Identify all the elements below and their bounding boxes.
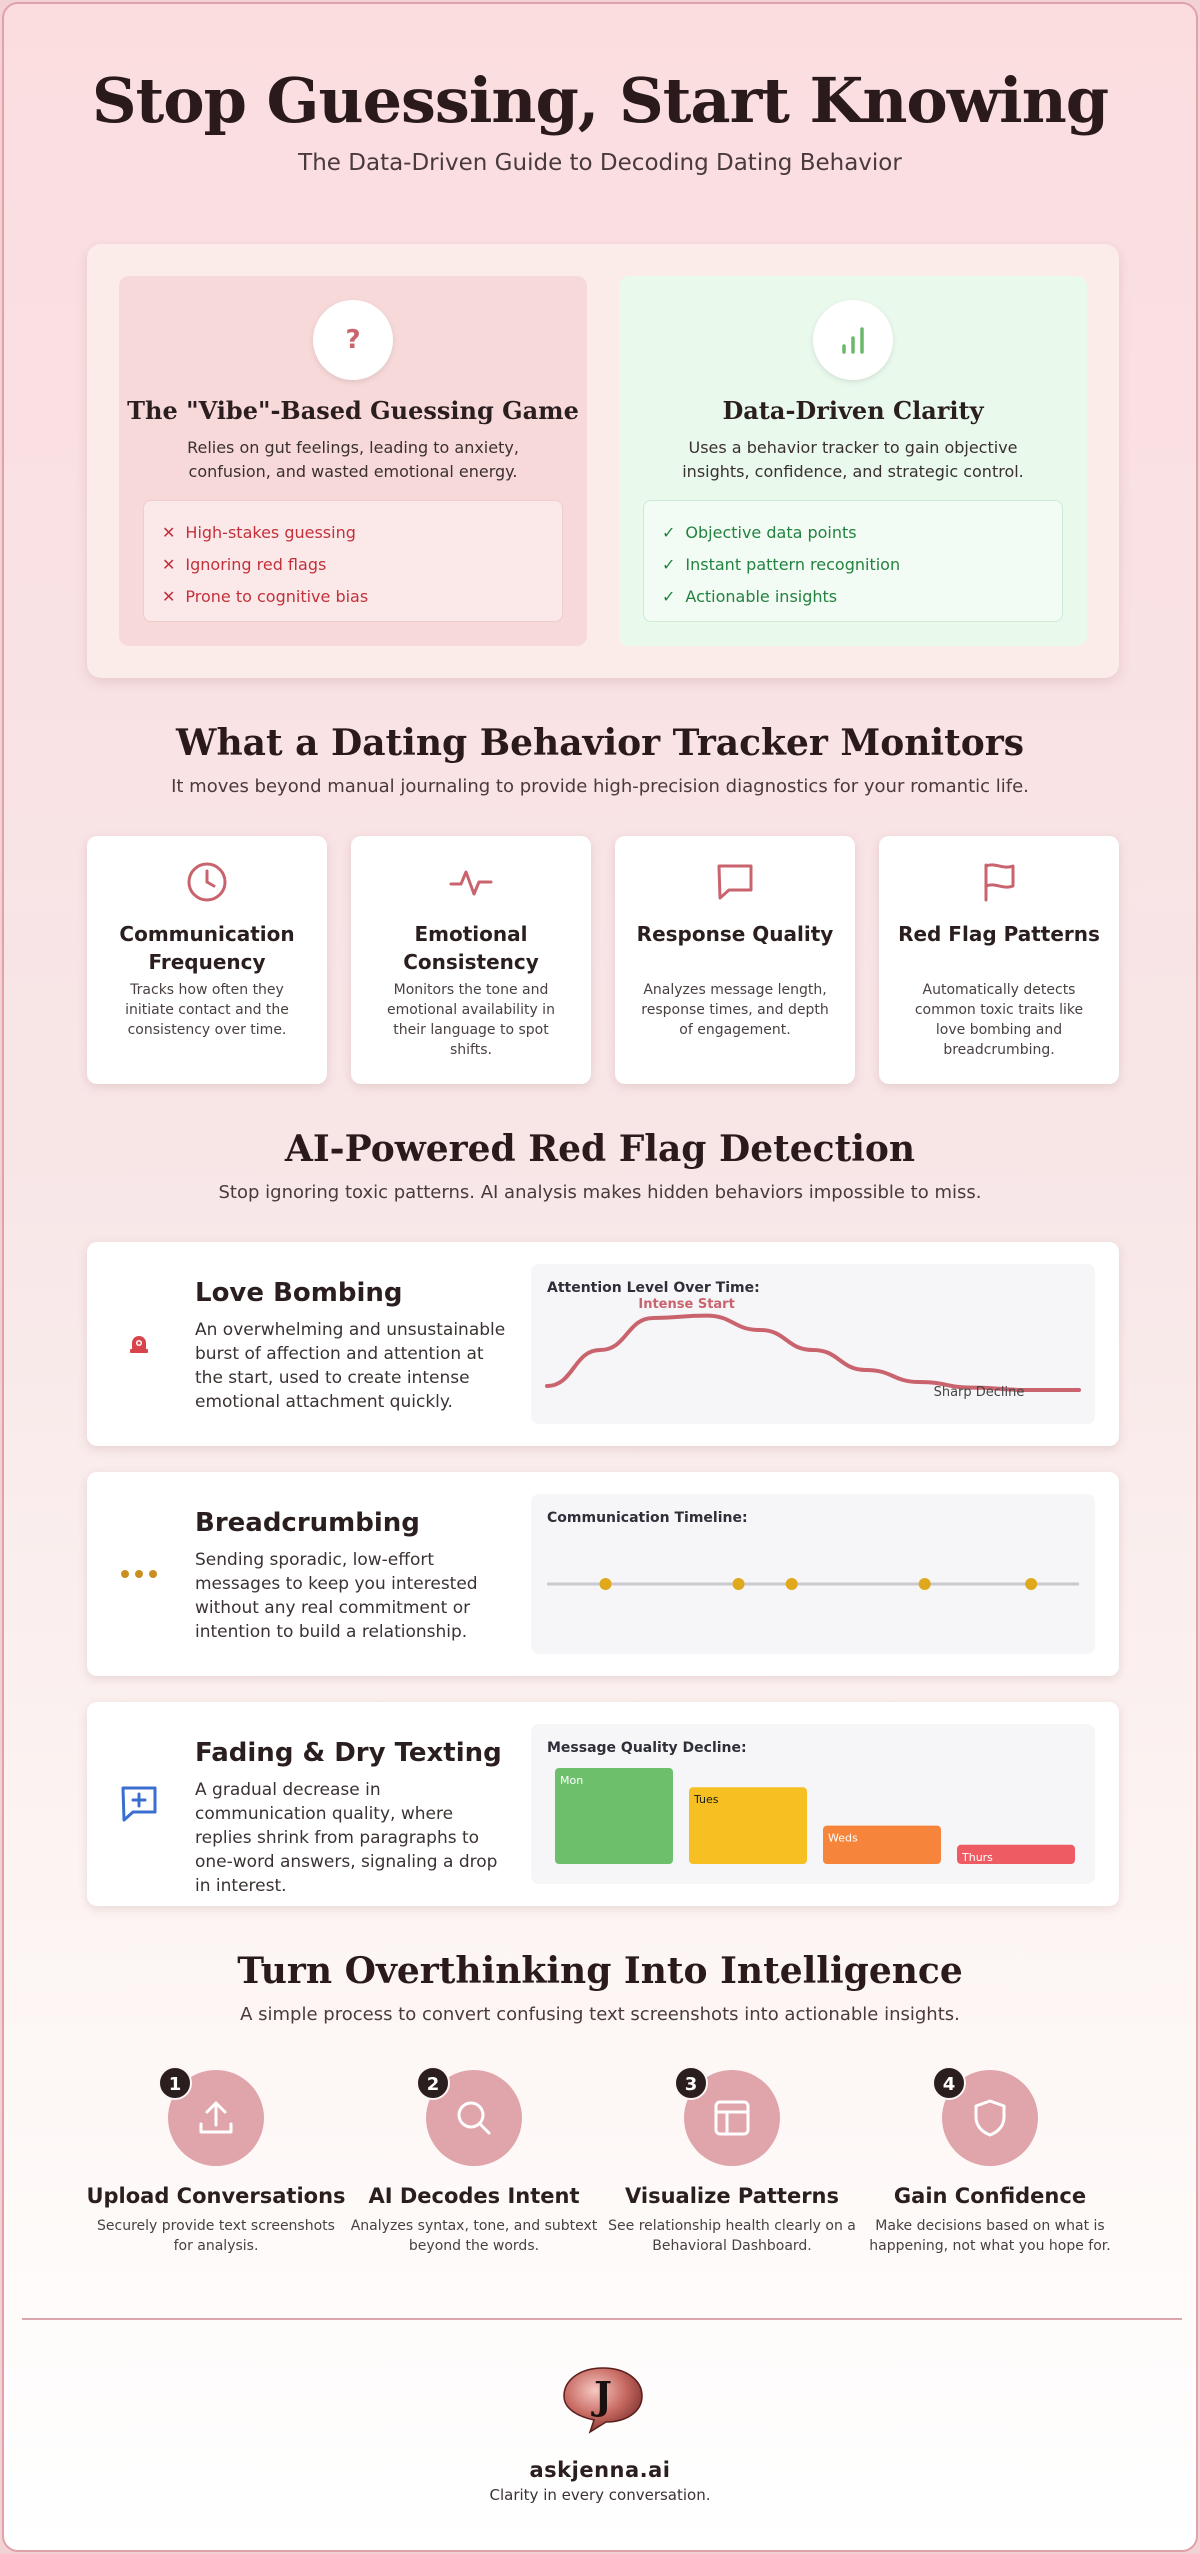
message-dot bbox=[1025, 1578, 1037, 1590]
step-title: Gain Confidence bbox=[893, 2184, 1087, 2208]
monitors-subtitle: It moves beyond manual journaling to provide high-precision diagnostics for your romantic life. bbox=[171, 776, 1029, 797]
quality-bar-chart bbox=[531, 1724, 1095, 1884]
chart-title: Message Quality Decline: bbox=[547, 1740, 747, 1756]
bar-label: Mon bbox=[560, 1774, 584, 1787]
svg-text:?: ? bbox=[345, 325, 361, 355]
list-item: ✕ Ignoring red flags bbox=[162, 549, 544, 581]
feature-title: Response Quality bbox=[636, 922, 834, 946]
message-dot bbox=[786, 1578, 798, 1590]
question-mark-icon bbox=[313, 300, 393, 380]
brand-tagline: Clarity in every conversation. bbox=[489, 2486, 711, 2504]
page-subtitle: The Data-Driven Guide to Decoding Dating Behavior bbox=[298, 150, 902, 176]
step-title: AI Decodes Intent bbox=[368, 2184, 580, 2208]
message-dot bbox=[733, 1578, 745, 1590]
bar-chart-icon bbox=[813, 300, 893, 380]
step-description: Make decisions based on what is happening, not what you hope for. bbox=[869, 2218, 1111, 2254]
breadcrumbing-card bbox=[87, 1472, 1119, 1676]
step-number: 4 bbox=[932, 2066, 966, 2100]
feature-title: Red Flag Patterns bbox=[898, 922, 1100, 946]
x-icon: ✕ bbox=[162, 523, 176, 542]
clarity-list bbox=[643, 500, 1063, 622]
page-title: Stop Guessing, Start Knowing bbox=[91, 64, 1109, 137]
step-description: Securely provide text screenshots for analysis. bbox=[97, 2218, 335, 2254]
brand-name[interactable]: askjenna.ai bbox=[529, 2458, 671, 2482]
list-item: ✓ Instant pattern recognition bbox=[662, 549, 1044, 581]
step-number: 1 bbox=[158, 2066, 192, 2100]
pulse-icon bbox=[447, 858, 495, 906]
step-number: 3 bbox=[674, 2066, 708, 2100]
timeline-dot-chart bbox=[531, 1494, 1095, 1654]
step-title: Visualize Patterns bbox=[625, 2184, 839, 2208]
list-item: ✓ Actionable insights bbox=[662, 581, 1044, 613]
peak-annotation: Intense Start bbox=[638, 1297, 735, 1312]
list-item: ✕ Prone to cognitive bias bbox=[162, 581, 544, 613]
attention-series-line bbox=[547, 1316, 1079, 1390]
list-item: ✕ High-stakes guessing bbox=[162, 517, 544, 549]
flag-description: An overwhelming and unsustainable burst of affection and attention at the start, used to create intense emotional attachment quickly. bbox=[195, 1320, 506, 1412]
feature-card-emotional bbox=[351, 836, 591, 1084]
dots-icon bbox=[117, 1552, 161, 1596]
step-number: 2 bbox=[416, 2066, 450, 2100]
feature-description: Analyzes message length, response times, and depth of engagement. bbox=[641, 982, 829, 1038]
message-dot bbox=[919, 1578, 931, 1590]
footer-divider bbox=[22, 2318, 1182, 2320]
feature-card-communication bbox=[87, 836, 327, 1084]
quality-chart bbox=[531, 1724, 1095, 1884]
timeline-chart bbox=[531, 1494, 1095, 1654]
decline-annotation: Sharp Decline bbox=[933, 1385, 1025, 1400]
feature-card-redflag bbox=[879, 836, 1119, 1084]
bar-label: Thurs bbox=[962, 1850, 993, 1864]
clarity-description: Uses a behavior tracker to gain objective insights, confidence, and strategic control. bbox=[682, 438, 1024, 481]
message-dot bbox=[600, 1578, 612, 1590]
chart-title: Communication Timeline: bbox=[547, 1510, 748, 1526]
x-icon: ✕ bbox=[162, 587, 176, 606]
svg-text:J: J bbox=[594, 2373, 612, 2418]
feature-description: Monitors the tone and emotional availability in their language to spot shifts. bbox=[387, 982, 555, 1058]
guessing-title: The "Vibe"-Based Guessing Game bbox=[127, 396, 579, 425]
flag-title: Breadcrumbing bbox=[195, 1508, 420, 1538]
check-icon: ✓ bbox=[662, 587, 676, 606]
alarm-bell-icon bbox=[117, 1322, 161, 1366]
process-subtitle: A simple process to convert confusing text screenshots into actionable insights. bbox=[240, 2004, 960, 2025]
redflags-subtitle: Stop ignoring toxic patterns. AI analysis makes hidden behaviors impossible to miss. bbox=[218, 1182, 982, 1203]
bar-label: Weds bbox=[828, 1831, 858, 1845]
attention-chart bbox=[531, 1264, 1095, 1424]
list-item: ✓ Objective data points bbox=[662, 517, 1044, 549]
clarity-card bbox=[619, 276, 1087, 646]
feature-title: Communication Frequency bbox=[119, 922, 295, 974]
check-icon: ✓ bbox=[662, 523, 676, 542]
step-description: See relationship health clearly on a Behavioral Dashboard. bbox=[608, 2218, 856, 2254]
flag-title: Love Bombing bbox=[195, 1278, 403, 1308]
clarity-title: Data-Driven Clarity bbox=[722, 396, 984, 425]
love-bombing-card bbox=[87, 1242, 1119, 1446]
message-square-icon bbox=[711, 858, 759, 906]
feature-description: Automatically detects common toxic traits like love bombing and breadcrumbing. bbox=[914, 982, 1084, 1058]
flag-description: Sending sporadic, low-effort messages to keep you interested without any real commitment or intention to build a relationship. bbox=[195, 1550, 478, 1642]
check-icon: ✓ bbox=[662, 555, 676, 574]
bar-label: Tues bbox=[694, 1793, 719, 1807]
step-description: Analyzes syntax, tone, and subtext beyond the words. bbox=[350, 2218, 598, 2254]
comparison-panel bbox=[87, 244, 1119, 678]
process-title: Turn Overthinking Into Intelligence bbox=[237, 1950, 963, 1992]
flag-description: A gradual decrease in communication quality, where replies shrink from paragraphs to one-word answers, signaling a drop in interest. bbox=[195, 1780, 498, 1896]
monitors-title: What a Dating Behavior Tracker Monitors bbox=[176, 722, 1024, 764]
infographic-page bbox=[2, 2, 1198, 2552]
flag-title: Fading & Dry Texting bbox=[195, 1738, 502, 1768]
guessing-card bbox=[119, 276, 587, 646]
message-plus-icon bbox=[117, 1782, 161, 1826]
feature-card-response bbox=[615, 836, 855, 1084]
feature-description: Tracks how often they initiate contact and the consistency over time. bbox=[125, 982, 289, 1038]
attention-line-chart bbox=[531, 1264, 1095, 1424]
feature-title: Emotional Consistency bbox=[403, 922, 539, 974]
fading-card bbox=[87, 1702, 1119, 1906]
brand-logo bbox=[560, 2364, 646, 2434]
flag-icon bbox=[975, 858, 1023, 906]
guessing-description: Relies on gut feelings, leading to anxiety, confusion, and wasted emotional energy. bbox=[187, 438, 519, 481]
chart-title: Attention Level Over Time: bbox=[547, 1280, 760, 1296]
guessing-list bbox=[143, 500, 563, 622]
redflags-title: AI-Powered Red Flag Detection bbox=[284, 1128, 916, 1170]
x-icon: ✕ bbox=[162, 555, 176, 574]
clock-icon bbox=[183, 858, 231, 906]
step-title: Upload Conversations bbox=[86, 2184, 346, 2208]
